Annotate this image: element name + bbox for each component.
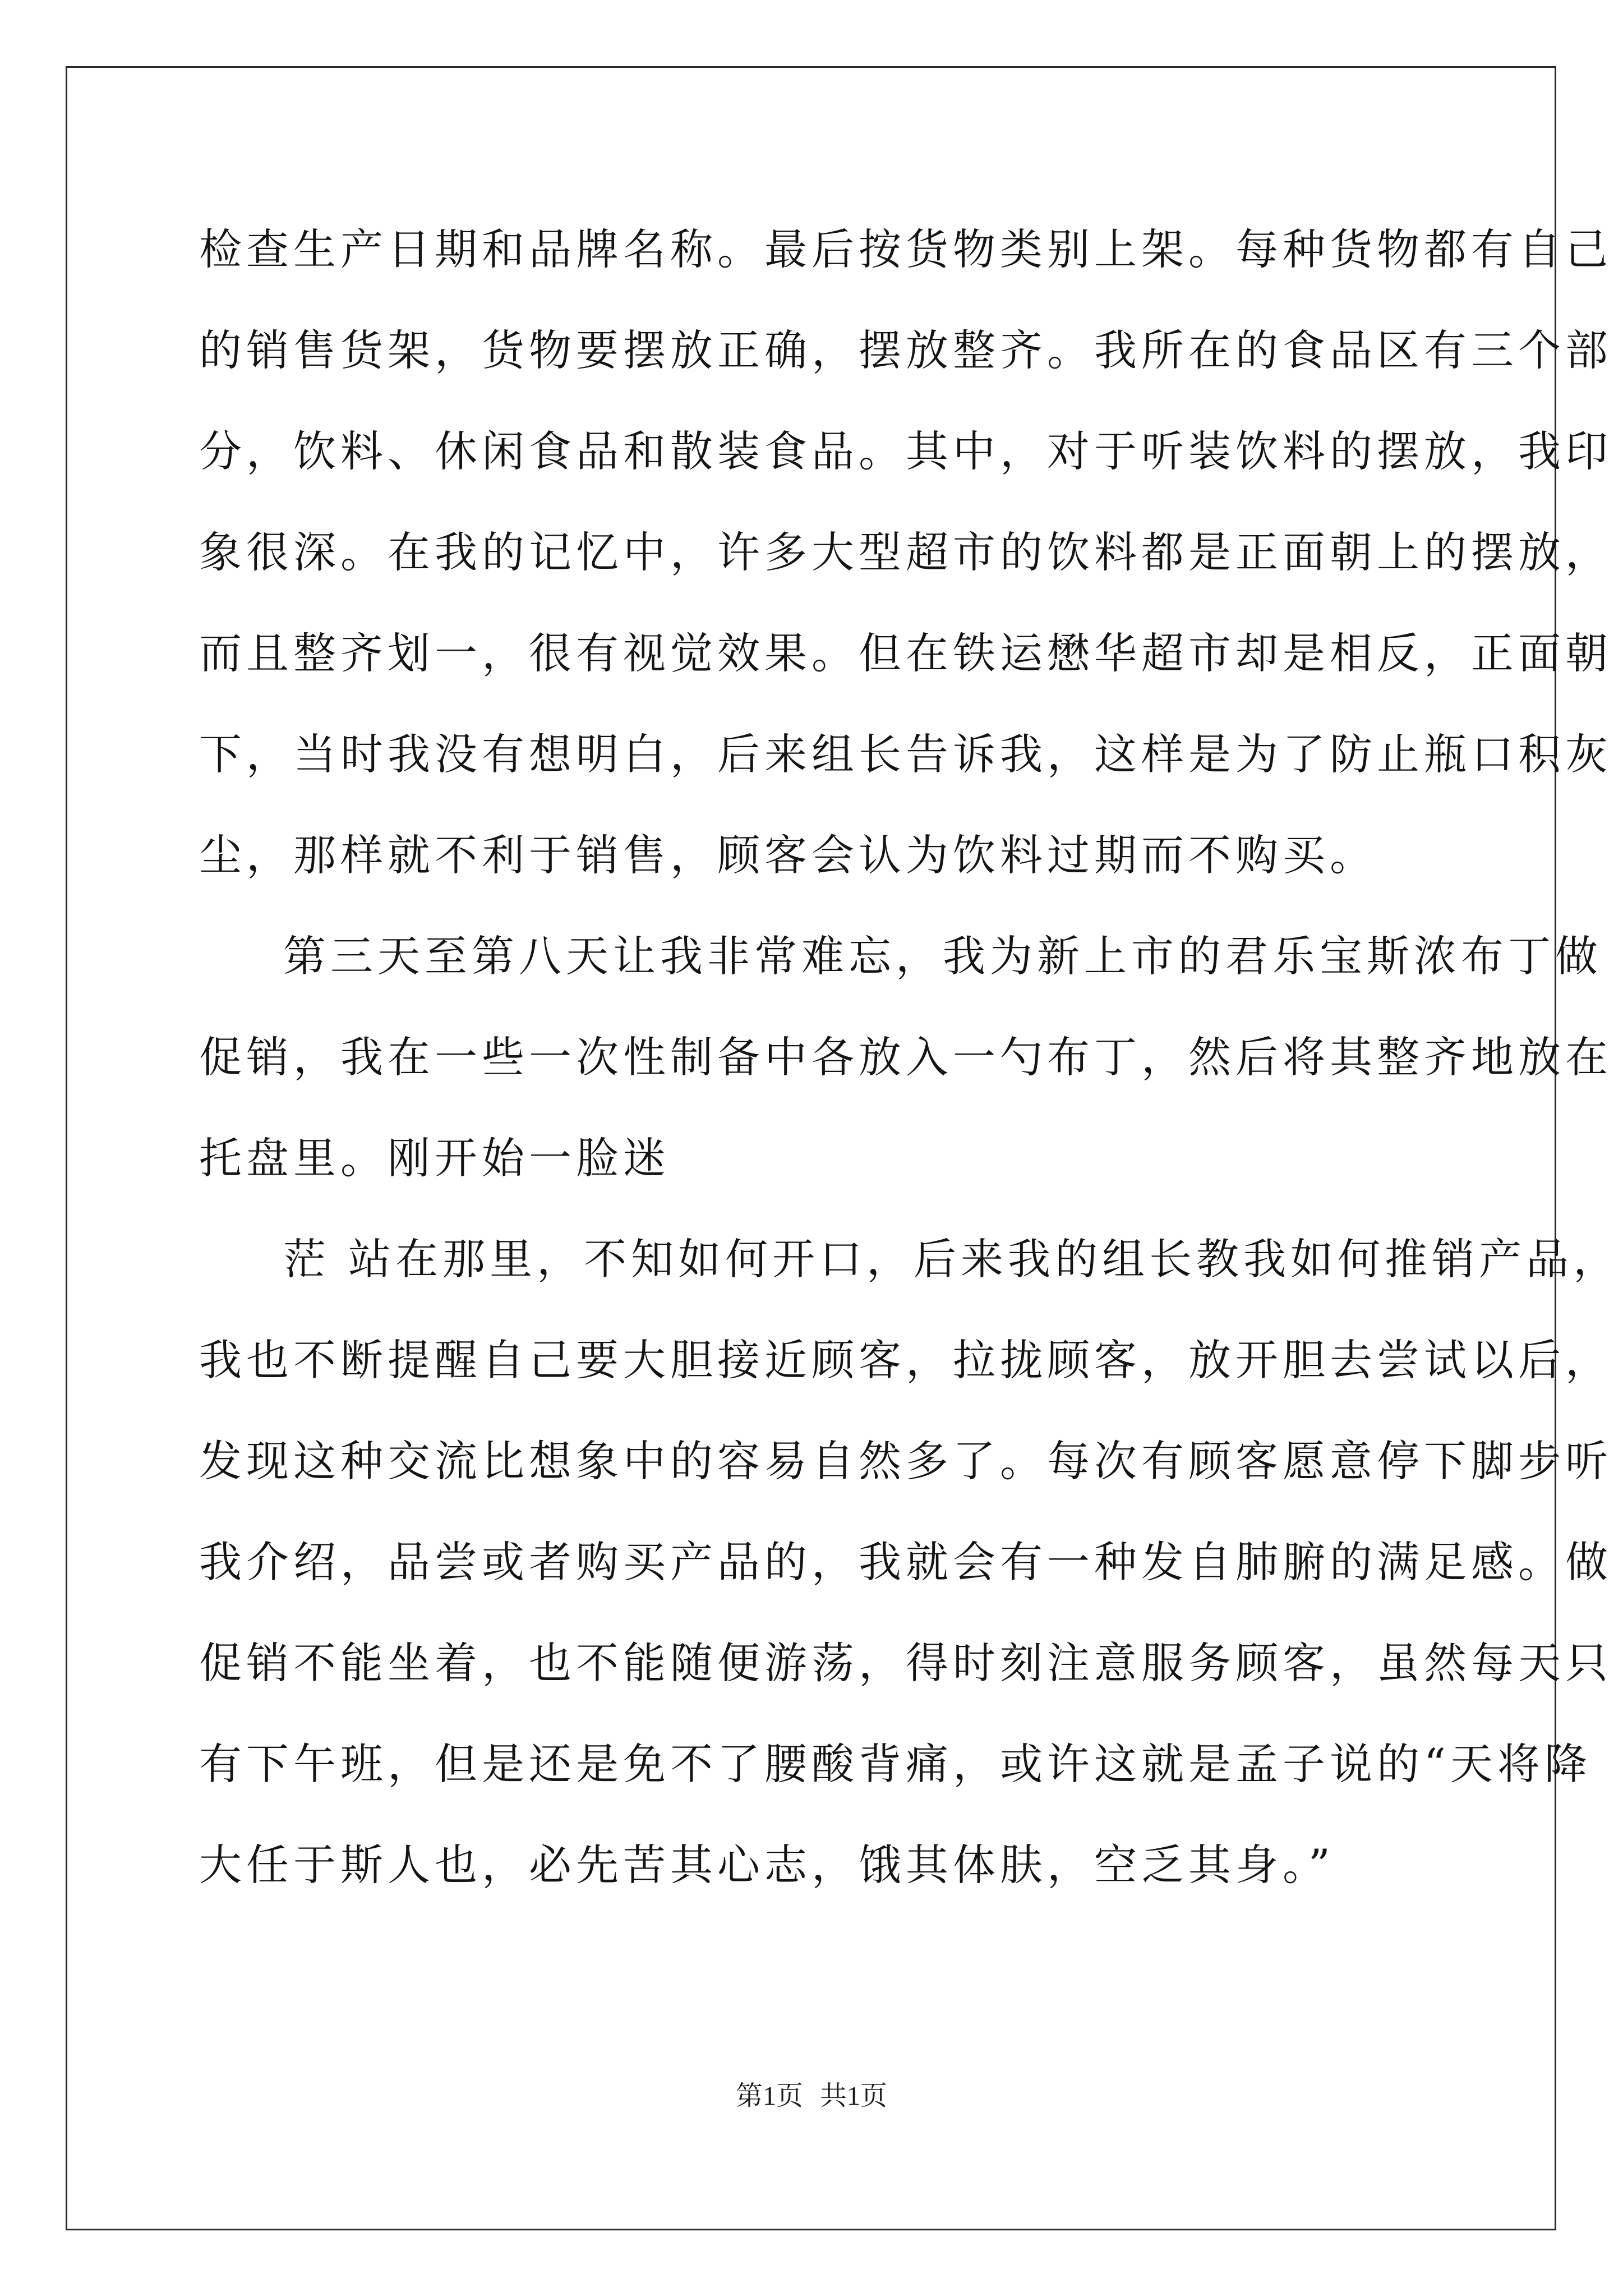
paragraph-start-line: 茫 站在那里，不知如何开口，后来我的组长教我如何推销产品， (283, 1234, 1621, 1284)
text-line: 我也不断提醒自己要大胆接近顾客，拉拢顾客，放开胆去尝试以后， (199, 1335, 1612, 1385)
text-line: 而且整齐划一，很有视觉效果。但在铁运懋华超市却是相反，正面朝 (199, 628, 1612, 678)
total-pages: 共1页 (820, 2081, 888, 2111)
text-line: 象很深。在我的记忆中，许多大型超市的饮料都是正面朝上的摆放， (199, 527, 1612, 577)
text-line: 检查生产日期和品牌名称。最后按货物类别上架。每种货物都有自己 (199, 224, 1612, 274)
text-line: 托盘里。刚开始一脸迷 (199, 1133, 670, 1183)
text-line: 大任于斯人也，必先苦其心志，饿其体肤，空乏其身。” (199, 1840, 1335, 1890)
text-line: 分，饮料、休闲食品和散装食品。其中，对于听装饮料的摆放，我印 (199, 426, 1612, 476)
text-line: 的销售货架，货物要摆放正确，摆放整齐。我所在的食品区有三个部 (199, 325, 1612, 375)
text-line: 有下午班，但是还是免不了腰酸背痛，或许这就是孟子说的“天将降 (199, 1739, 1592, 1789)
text-line: 促销不能坐着，也不能随便游荡，得时刻注意服务顾客，虽然每天只 (199, 1638, 1612, 1688)
text-line: 发现这种交流比想象中的容易自然多了。每次有顾客愿意停下脚步听 (199, 1436, 1612, 1486)
paragraph-start-line: 第三天至第八天让我非常难忘，我为新上市的君乐宝斯浓布丁做 (283, 931, 1602, 981)
text-line: 促销，我在一些一次性制备中各放入一勺布丁，然后将其整齐地放在 (199, 1032, 1612, 1082)
text-line: 我介绍，品尝或者购买产品的，我就会有一种发自肺腑的满足感。做 (199, 1537, 1612, 1587)
text-line: 尘，那样就不利于销售，顾客会认为饮料过期而不购买。 (199, 830, 1377, 880)
page-footer (0, 2078, 1623, 2114)
page-number: 第1页 (735, 2081, 803, 2111)
text-line: 下，当时我没有想明白，后来组长告诉我，这样是为了防止瓶口积灰 (199, 729, 1612, 779)
